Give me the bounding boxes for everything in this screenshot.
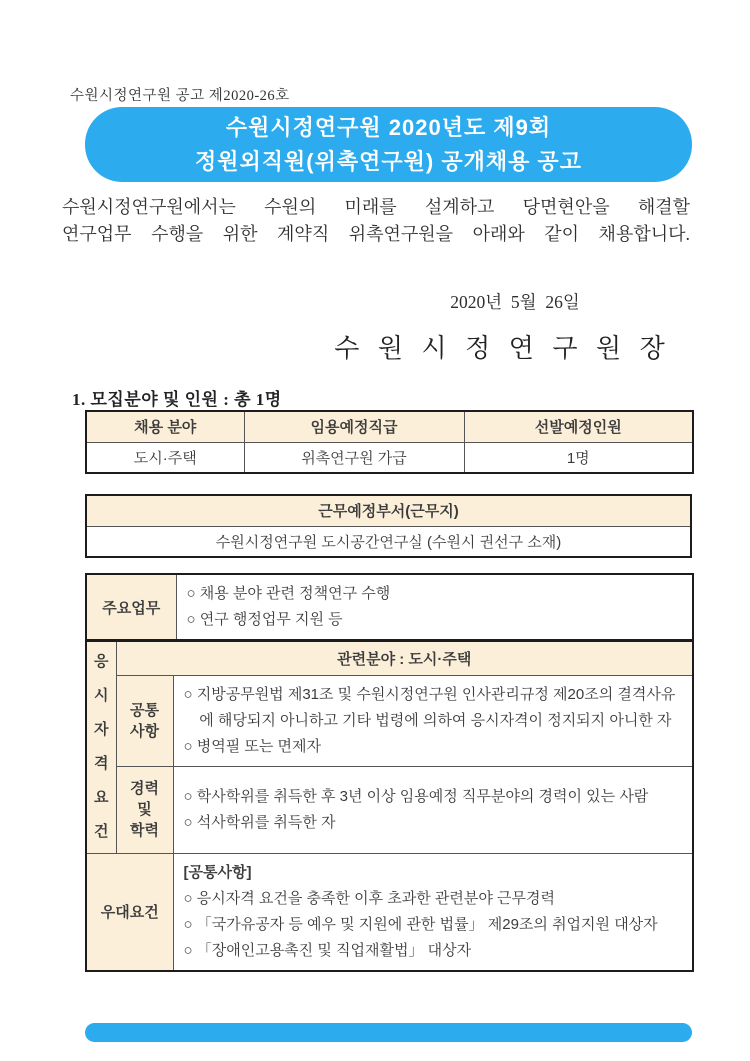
duty-item: ○ 연구 행정업무 지원 등 <box>186 611 343 628</box>
preference-label: 우대요건 <box>86 853 173 971</box>
common-label-line: 공통 <box>130 701 159 719</box>
related-field-header: 관련분야 : 도시·주택 <box>116 641 693 675</box>
career-item: ○ 석사학위를 취득한 자 <box>183 813 336 831</box>
title-banner <box>85 107 692 182</box>
side-label-char: 자 <box>94 721 109 739</box>
recruitment-header-row <box>86 411 693 442</box>
preference-item: ○ 응시자격 요건을 충족한 이후 초과한 관련분야 근무경력 <box>183 889 556 907</box>
section1-heading: 1. 모집분야 및 인원 : 총 1명 <box>72 390 282 409</box>
preference-item: [공통사항] <box>183 863 252 881</box>
duties-content <box>176 574 693 640</box>
career-label <box>116 766 173 853</box>
duties-table <box>85 573 694 641</box>
col-header-grade: 임용예정직급 <box>244 411 464 442</box>
side-label-char: 시 <box>94 687 109 705</box>
cell-field: 도시·주택 <box>86 442 244 473</box>
career-label-line: 경력 <box>130 780 159 797</box>
announcement-date: 2020년 5월 26일 <box>450 292 580 312</box>
workplace-table <box>85 494 692 558</box>
preference-row <box>86 853 693 971</box>
recruitment-table <box>85 410 694 474</box>
preference-content <box>173 853 693 971</box>
next-page-banner-partial <box>85 1023 692 1042</box>
signer-title: 수 원 시 정 연 구 원 장 <box>334 334 671 363</box>
related-field-row <box>86 641 693 675</box>
duties-label: 주요업무 <box>86 574 176 640</box>
qualification-side-label <box>86 641 116 853</box>
career-label-line: 학력 <box>130 822 159 839</box>
intro-line1: 수원시정연구원에서는 수원의 미래를 설계하고 당면현안을 해결할 <box>62 197 690 217</box>
workplace-data-row <box>86 526 691 557</box>
qualification-table <box>85 640 694 972</box>
recruitment-data-row <box>86 442 693 473</box>
notice-number: 수원시정연구원 공고 제2020-26호 <box>70 88 290 104</box>
common-content <box>173 675 693 766</box>
col-header-field: 채용 분야 <box>86 411 244 442</box>
workplace-header: 근무예정부서(근무지) <box>86 495 691 526</box>
preference-item: ○ 「장애인고용촉진 및 직업재활법」 대상자 <box>183 941 472 959</box>
common-item: ○ 지방공무원법 제31조 및 수원시정연구원 인사관리규정 제20조의 결격사유에 해당되지 아니하고 기타 법령에 의하여 응시자격이 정지되지 아니한 자 <box>183 685 676 729</box>
career-item: ○ 학사학위를 취득한 후 3년 이상 임용예정 직무분야의 경력이 있는 사람 <box>183 787 649 805</box>
workplace-value: 수원시정연구원 도시공간연구실 (수원시 권선구 소재) <box>86 526 691 557</box>
cell-grade: 위촉연구원 가급 <box>244 442 464 473</box>
cell-count: 1명 <box>464 442 693 473</box>
career-education-row <box>86 766 693 853</box>
intro-line2: 연구업무 수행을 위한 계약직 위촉연구원을 아래와 같이 채용합니다. <box>62 224 690 244</box>
intro-paragraph <box>62 194 690 248</box>
side-label-char: 응 <box>94 653 109 671</box>
duty-item: ○ 채용 분야 관련 정책연구 수행 <box>186 585 391 602</box>
common-label-line: 사항 <box>130 722 159 740</box>
preference-item: ○ 「국가유공자 등 예우 및 지원에 관한 법률」 제29조의 취업지원 대상자 <box>183 915 658 933</box>
col-header-count: 선발예정인원 <box>464 411 693 442</box>
duties-row <box>86 574 693 640</box>
common-label <box>116 675 173 766</box>
title-line2: 정원외직원(위촉연구원) 공개채용 공고 <box>195 149 582 174</box>
side-label-char: 요 <box>94 789 109 807</box>
common-requirements-row <box>86 675 693 766</box>
title-line1: 수원시정연구원 2020년도 제9회 <box>225 115 552 140</box>
workplace-header-row <box>86 495 691 526</box>
career-label-line: 및 <box>137 801 152 818</box>
side-label-char: 격 <box>94 755 109 773</box>
career-content <box>173 766 693 853</box>
side-label-char: 건 <box>94 823 109 841</box>
common-item: ○ 병역필 또는 면제자 <box>183 737 321 755</box>
